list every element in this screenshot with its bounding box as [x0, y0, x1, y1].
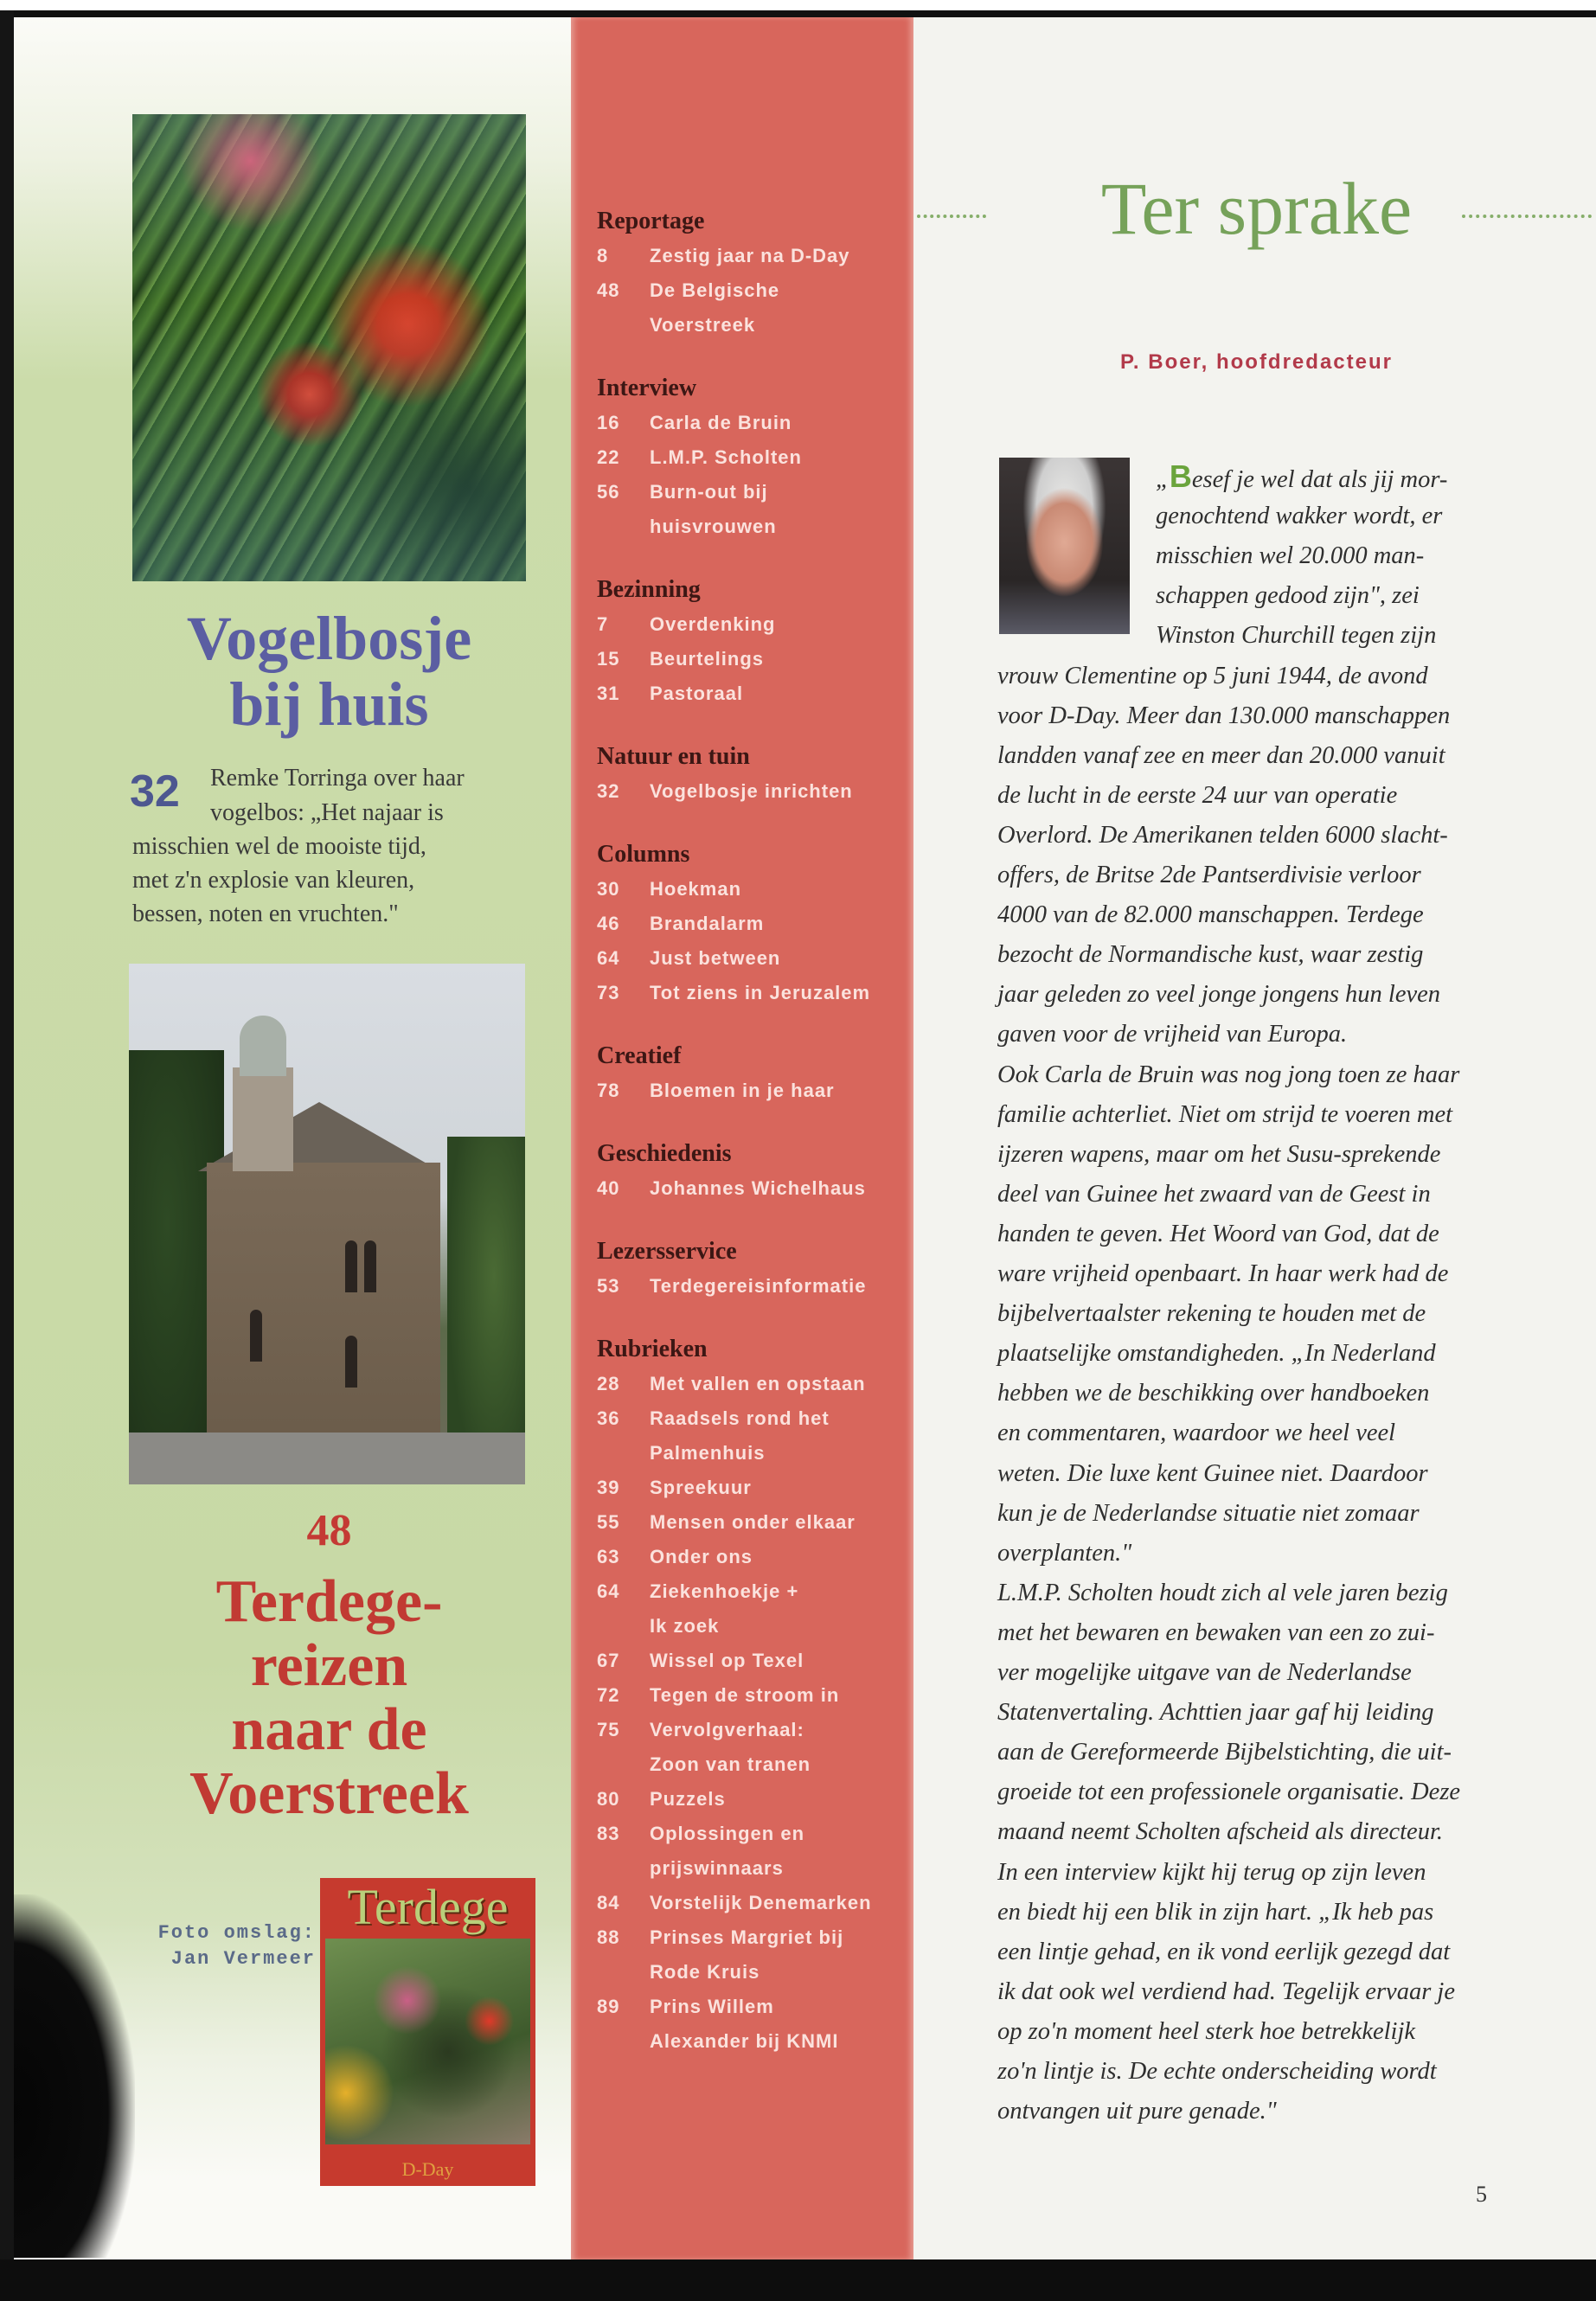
body-text-line: ontvangen uit pure genade.": [997, 2098, 1277, 2125]
body-text-line: ik dat ook wel verdiend had. Tegelijk ervaar je: [997, 1977, 1455, 2005]
toc-item-title: Mensen onder elkaar: [650, 1511, 856, 1533]
body-text-line: en commentaren, waardoor we heel veel: [997, 1420, 1396, 1447]
page-title: Ter sprake: [1100, 167, 1413, 250]
body-text-line: Winston Churchill tegen zijn: [1156, 622, 1437, 650]
toc-item[interactable]: [597, 1678, 908, 1713]
toc-item[interactable]: [597, 976, 908, 1010]
body-text-line: kun je de Nederlandse situatie niet zomaar: [997, 1499, 1420, 1527]
body-text-line: en biedt hij een blik in zijn hart. „Ik heb pas: [997, 1898, 1434, 1926]
body-text-line: schappen gedood zijn", zei: [1156, 582, 1420, 610]
toc-item[interactable]: [597, 1886, 908, 1920]
toc-item-page: 89: [597, 1996, 620, 2017]
toc-item-title: Ziekenhoekje + Ik zoek: [650, 1580, 799, 1637]
toc-item-page: 36: [597, 1407, 620, 1429]
page-number: 5: [1476, 2182, 1487, 2207]
toc-item[interactable]: [597, 774, 908, 809]
toc-item-title: Brandalarm: [650, 913, 765, 934]
body-text-line: ware vrijheid openbaart. In haar werk had de: [997, 1260, 1449, 1287]
toc-item[interactable]: [597, 1505, 908, 1540]
toc-item-title: Johannes Wichelhaus: [650, 1177, 866, 1199]
toc-section-heading: Geschiedenis: [597, 1140, 732, 1167]
toc-item-page: 7: [597, 613, 609, 635]
hand-shadow-image: [14, 1894, 135, 2258]
bottom-border: [0, 2259, 1596, 2301]
toc-item[interactable]: [597, 642, 908, 676]
toc-section: [597, 740, 908, 809]
body-text-line: maand neemt Scholten afscheid als directeur.: [997, 1818, 1444, 1846]
body-text-line: de lucht in de eerste 24 uur van operatie: [997, 781, 1398, 809]
toc-item-title: Terdegereisinformatie: [650, 1275, 867, 1297]
body-text-line: aan de Gereformeerde Bijbelstichting, die uit-: [997, 1739, 1452, 1766]
body-text-line: bijbelvertaalster rekening te houden met de: [997, 1300, 1426, 1328]
toc-item[interactable]: [597, 1269, 908, 1304]
toc-item-page: 75: [597, 1719, 620, 1740]
toc-section-heading: Creatief: [597, 1042, 682, 1069]
toc-item-title: Zestig jaar na D-Day: [650, 245, 850, 266]
toc-item-page: 67: [597, 1650, 620, 1671]
toc-section: [597, 1137, 908, 1206]
body-text-line: weten. Die luxe kent Guinee niet. Daardoor: [997, 1459, 1428, 1487]
toc-section-heading: Reportage: [597, 208, 705, 234]
toc-item-title: Vogelbosje inrichten: [650, 780, 853, 802]
magazine-cover-thumbnail: [320, 1878, 535, 2186]
toc-item[interactable]: [597, 941, 908, 976]
toc-item-page: 15: [597, 648, 620, 670]
toc-item-title: Onder ons: [650, 1546, 753, 1567]
toc-item-page: 46: [597, 913, 620, 934]
toc-item[interactable]: [597, 440, 908, 475]
feature-title-line: Vogelbosje: [186, 604, 472, 673]
toc-item-page: 28: [597, 1373, 620, 1394]
body-text-line: genochtend wakker wordt, er: [1156, 503, 1443, 530]
body-text: esef je wel dat als jij mor-: [1191, 466, 1448, 493]
toc-item-page: 32: [597, 780, 620, 802]
cover-logo: Terdege: [347, 1879, 509, 1935]
toc-item-page: 63: [597, 1546, 620, 1567]
toc-section-heading: Rubrieken: [597, 1336, 708, 1362]
toc-item-title: Pastoraal: [650, 683, 744, 704]
toc-item-title: Oplossingen en prijswinnaars: [650, 1823, 805, 1879]
body-text-line: een lintje gehad, en ik vond eerlijk gezegd dat: [997, 1938, 1451, 1965]
body-text-line: Overlord. De Amerikanen telden 6000 slacht-: [997, 821, 1448, 849]
travel-title-line: Voerstreek: [189, 1760, 469, 1827]
toc-item-title: Just between: [650, 947, 781, 969]
toc-section: [597, 371, 908, 544]
toc-item-title: Tot ziens in Jeruzalem: [650, 982, 871, 1003]
toc-section: [597, 1039, 908, 1108]
feature-text-line: met z'n explosie van kleuren,: [132, 867, 415, 894]
toc-section-heading: Bezinning: [597, 576, 701, 603]
toc-item-title: Tegen de stroom in: [650, 1684, 840, 1706]
toc-item[interactable]: [597, 907, 908, 941]
toc-item-page: 55: [597, 1511, 620, 1533]
body-text-line: In een interview kijkt hij terug op zijn leven: [997, 1858, 1426, 1886]
rowan-berries-photo: [132, 114, 526, 581]
toc-item-title: Beurtelings: [650, 648, 765, 670]
toc-item-page: 78: [597, 1080, 620, 1101]
body-text-line: [1156, 457, 1447, 500]
body-text-line: zo'n lintje is. De echte onderscheiding wordt: [997, 2058, 1437, 2085]
body-text-line: Ook Carla de Bruin was nog jong toen ze haar: [997, 1061, 1460, 1088]
table-of-contents: [597, 204, 908, 2059]
toc-item[interactable]: [597, 475, 908, 544]
toc-item-title: Puzzels: [650, 1788, 726, 1810]
cover-caption: Jan Vermeer: [170, 1948, 316, 1970]
drop-cap: B: [1169, 458, 1192, 494]
top-border: [0, 0, 1596, 17]
toc-item-page: 40: [597, 1177, 620, 1199]
toc-item[interactable]: [597, 1782, 908, 1817]
body-text-line: misschien wel 20.000 man-: [1156, 542, 1425, 570]
body-text-line: voor D-Day. Meer dan 130.000 manschappen: [997, 702, 1451, 729]
toc-item[interactable]: [597, 239, 908, 273]
feature-title-line: bij huis: [229, 670, 429, 739]
toc-item-page: 30: [597, 878, 620, 900]
body-text-line: ver mogelijke uitgave van de Nederlandse: [997, 1659, 1412, 1686]
body-text-line: ijzeren wapens, maar om het Susu-sprekende: [997, 1140, 1441, 1168]
toc-item[interactable]: [597, 676, 908, 711]
toc-item-page: 22: [597, 446, 620, 468]
body-text-line: vrouw Clementine op 5 juni 1944, de avond: [997, 662, 1428, 689]
toc-item-page: 39: [597, 1477, 620, 1498]
toc-item-page: 53: [597, 1275, 620, 1297]
cover-footer: D-Day: [401, 2158, 454, 2180]
toc-item[interactable]: [597, 607, 908, 642]
travel-title-line: reizen: [250, 1632, 408, 1699]
toc-item[interactable]: [597, 1817, 908, 1886]
church-photo: [129, 964, 525, 1484]
toc-item[interactable]: [597, 1171, 908, 1206]
toc-item[interactable]: [597, 1401, 908, 1471]
toc-section-heading: Natuur en tuin: [597, 743, 750, 770]
body-text-line: jaar geleden zo veel jonge jongens hun leven: [997, 981, 1441, 1009]
body-text-line: groeide tot een professionele organisatie. Deze: [997, 1779, 1461, 1806]
travel-page-number: 48: [306, 1506, 352, 1555]
toc-item-title: Burn-out bij huisvrouwen: [650, 481, 777, 537]
body-text-line: bezocht de Normandische kust, waar zestig: [997, 941, 1424, 969]
travel-title-line: Terdege-: [215, 1568, 443, 1635]
byline: P. Boer, hoofdredacteur: [1120, 350, 1393, 374]
toc-item-page: 16: [597, 412, 620, 433]
feature-text-line: vogelbos: „Het najaar is: [210, 799, 444, 826]
toc-item[interactable]: [597, 1074, 908, 1108]
body-text-line: plaatselijke omstandigheden. „In Nederland: [997, 1340, 1436, 1368]
left-border: [0, 10, 14, 2277]
toc-item[interactable]: [597, 1471, 908, 1505]
toc-item-title: Vervolgverhaal: Zoon van tranen: [650, 1719, 811, 1775]
body-text-line: 4000 van de 82.000 manschappen. Terdege: [997, 901, 1424, 929]
body-text-line: hebben we de beschikking over handboeken: [997, 1380, 1430, 1407]
body-text-line: met het bewaren en bewaken van een zo zui-: [997, 1618, 1435, 1646]
toc-item-page: 8: [597, 245, 609, 266]
toc-item-page: 83: [597, 1823, 620, 1844]
toc-section: [597, 837, 908, 1010]
toc-section-heading: Columns: [597, 841, 690, 868]
toc-item-title: Overdenking: [650, 613, 776, 635]
toc-section: [597, 1332, 908, 2059]
toc-item-page: 84: [597, 1892, 620, 1913]
toc-section: [597, 1234, 908, 1304]
toc-section: [597, 573, 908, 711]
toc-item-title: Spreekuur: [650, 1477, 752, 1498]
toc-item[interactable]: [597, 872, 908, 907]
toc-item-title: Met vallen en opstaan: [650, 1373, 866, 1394]
toc-item-page: 73: [597, 982, 620, 1003]
body-text-line: gaven voor de vrijheid van Europa.: [997, 1021, 1348, 1048]
toc-item-title: Bloemen in je haar: [650, 1080, 835, 1101]
toc-item[interactable]: [597, 1920, 908, 1990]
cover-caption: Foto omslag:: [157, 1922, 316, 1944]
travel-title-line: naar de: [231, 1696, 427, 1763]
toc-item-page: 72: [597, 1684, 620, 1706]
toc-item-page: 80: [597, 1788, 620, 1810]
body-text-line: deel van Guinee het zwaard van de Geest in: [997, 1180, 1431, 1208]
toc-item-title: Prins Willem Alexander bij KNMI: [650, 1996, 839, 2052]
toc-item-title: Carla de Bruin: [650, 412, 792, 433]
open-quote: „: [1156, 466, 1170, 493]
toc-item-page: 64: [597, 947, 620, 969]
body-text-line: L.M.P. Scholten houdt zich al vele jaren bezig: [997, 1579, 1448, 1606]
toc-item-page: 64: [597, 1580, 620, 1602]
toc-item-page: 48: [597, 279, 620, 301]
toc-item-title: L.M.P. Scholten: [650, 446, 802, 468]
toc-item-title: Wissel op Texel: [650, 1650, 804, 1671]
toc-item[interactable]: [597, 1713, 908, 1782]
toc-item[interactable]: [597, 406, 908, 440]
body-text-line: overplanten.": [997, 1539, 1132, 1567]
body-text-line: handen te geven. Het Woord van God, dat de: [997, 1220, 1439, 1247]
toc-item-title: De Belgische Voerstreek: [650, 279, 780, 336]
body-text-line: offers, de Britse 2de Pantserdivisie verloor: [997, 862, 1421, 888]
feature-text-line: misschien wel de mooiste tijd,: [132, 833, 426, 860]
editor-portrait-photo: [999, 458, 1130, 634]
feature-text-line: bessen, noten en vruchten.": [132, 901, 399, 927]
toc-item-page: 88: [597, 1926, 620, 1948]
body-text-line: landden vanaf zee en meer dan 20.000 vanuit: [997, 741, 1445, 769]
toc-item[interactable]: [597, 273, 908, 343]
toc-section-heading: Lezersservice: [597, 1238, 737, 1265]
toc-item[interactable]: [597, 1540, 908, 1574]
toc-section: [597, 204, 908, 343]
toc-item-title: Raadsels rond het Palmenhuis: [650, 1407, 830, 1464]
toc-item-page: 56: [597, 481, 620, 503]
toc-item-page: 31: [597, 683, 620, 704]
body-text-line: Statenvertaling. Achttien jaar gaf hij leiding: [997, 1699, 1434, 1727]
toc-item-title: Hoekman: [650, 878, 742, 900]
toc-item[interactable]: [597, 1644, 908, 1678]
feature-text-line: Remke Torringa over haar: [210, 765, 465, 792]
toc-item[interactable]: [597, 1367, 908, 1401]
toc-item-title: Prinses Margriet bij Rode Kruis: [650, 1926, 844, 1983]
toc-item[interactable]: [597, 1990, 908, 2059]
feature-page-number: 32: [130, 766, 180, 817]
toc-item-title: Vorstelijk Denemarken: [650, 1892, 872, 1913]
toc-item[interactable]: [597, 1574, 908, 1644]
toc-section-heading: Interview: [597, 375, 697, 401]
body-text-line: familie achterliet. Niet om strijd te voeren met: [997, 1100, 1453, 1128]
body-text-line: op zo'n moment heel sterk hoe betrekkelijk: [997, 2017, 1416, 2045]
